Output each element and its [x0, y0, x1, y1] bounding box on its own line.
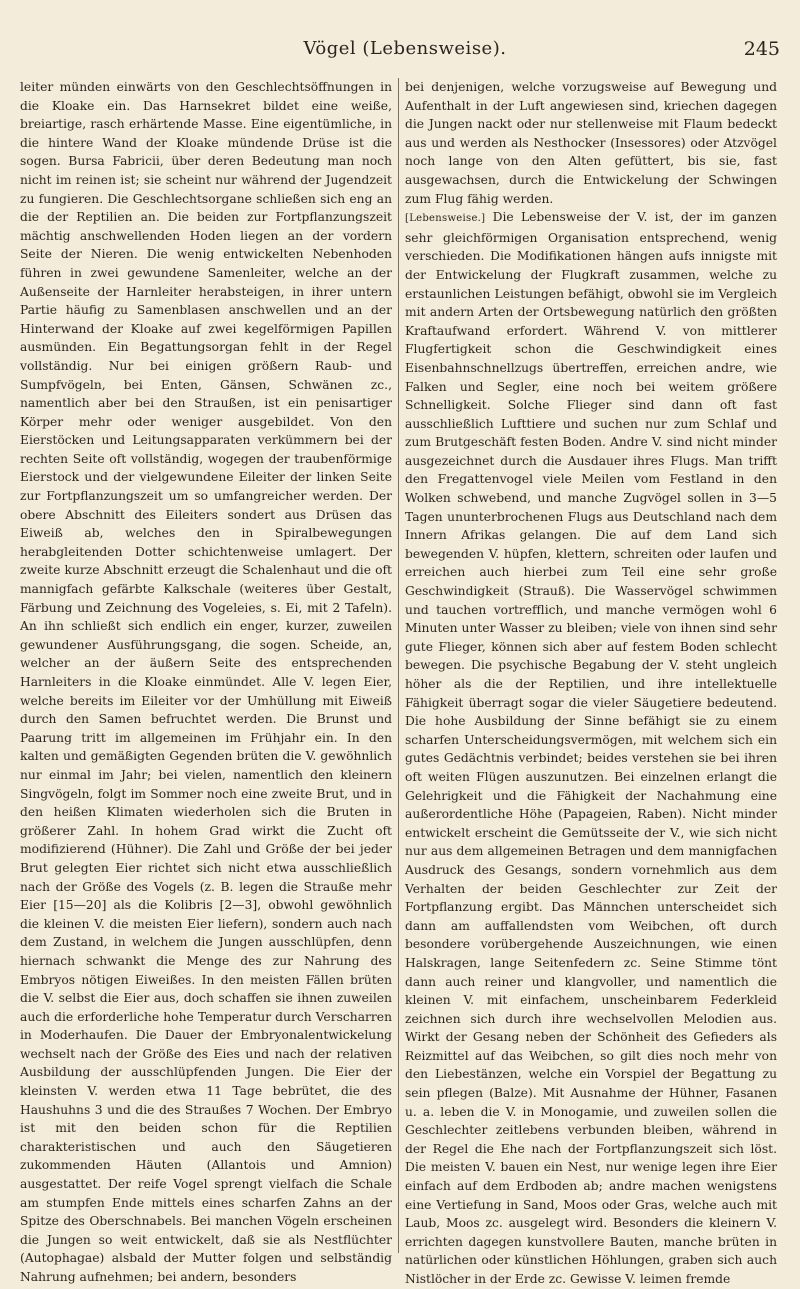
text-columns — [20, 78, 790, 1286]
right-column-text: Die Lebensweise der V. ist, der im ganzen sehr gleichförmigen Organisation entsprechend, wenig verschieden. Die Modifikationen hängen aufs innigste mit der Entwickelung der Flugkraft zusammen, welche zu erstaunlichen Leistungen befähigt, obwohl sie im Vergleich mit andern Arten der Ortsbewegung natürlich den größten Kraftaufwand erfordert. Während V. von mittlerer Flugfertigkeit schon die Geschwindigkeit eines Eisenbahnschnellzugs übertreffen, erreichen andre, wie Falken und Segler, eine noch bei weitem größere Schnelligkeit. Solche Flieger sind dann oft fast ausschließlich Lufttiere und suchen nur zum Schlaf und zum Brutgeschäft festen Boden. Andre V. sind nicht minder ausgezeichnet durch die Ausdauer ihres Flugs. Man trifft den Fregattenvogel viele Meilen vom Festland in den Wolken schwebend, und manche Zugvögel sollen in 3—5 Tagen ununterbrochenen Flugs aus Deutschland nach dem Innern Afrikas gelangen. Die auf dem Land sich bewegenden V. hüpfen, klettern, schreiten oder laufen und erreichen auch hierbei zum Teil eine sehr große Geschwindigkeit (Strauß). Die Wasservögel schwimmen und tauchen vortrefflich, und manche vermögen wohl 6 Minuten unter Wasser zu bleiben; viele von ihnen sind sehr gute Flieger, können sich aber auf festem Boden schlecht bewegen. Die psychische Begabung der V. steht ungleich höher als die der Reptilien, und ihre intellektuelle Fähigkeit überragt sogar die vieler Säugetiere bedeutend. Die hohe Ausbildung der Sinne befähigt sie zu einem scharfen Unterscheidungsvermögen, mit welchem sich ein gutes Gedächtnis verbindet; beides verstehen sie bei ihren oft weiten Flügen auszunutzen. Bei einzelnen erlangt die Gelehrigkeit und die Fähigkeit der Nachahmung eine außerordentliche Höhe (Papageien, Raben). Nicht minder entwickelt erscheint die Gemütsseite der V., wie sich nicht nur aus dem allgemeinen Betragen und dem mannigfachen Ausdruck des Gesangs, sondern vornehmlich aus dem Verhalten der beiden Geschlechter zur Zeit der Fortpflanzung ergibt. Das Männchen unterscheidet sich dann am auffallendsten vom Weibchen, oft durch besondere vorübergehende Auszeichnungen, wie einen Halskragen, lange Seitenfedern zc. Seine Stimme tönt dann auch reiner und klangvoller, und namentlich die kleinen V. mit einfachem, unscheinbarem Federkleid zeichnen sich durch ihre wechselvollen Melodien aus. Wirkt der Gesang neben der Schönheit des Gefieders als Reizmittel auf das Weibchen, so gilt dies noch mehr von den Liebestänzen, welche ein Vorspiel der Begattung zu sein pflegen (Balze). Mit Ausnahme der Hühner, Fasanen u. a. leben die V. in Monogamie, und zuweilen sollen die Geschlechter zeitlebens verbunden bleiben, während in der Regel die Ehe nach der Fortpflanzungszeit sich löst. Die meisten V. bauen ein Nest, nur wenige legen ihre Eier einfach auf dem Erdboden ab; andre machen wenigstens eine Vertiefung in Sand, Moos oder Gras, welche auch mit Laub, Moos zc. ausgelegt wird. Besonders die kleinern V. errichten dagegen kunstvollere Bauten, manche brüten in natürlichen oder künstlichen Höhlungen, graben sich auch Nistlöcher in der Erde zc. Gewisse V. leimen fremde — [405, 210, 777, 1286]
column-divider — [398, 78, 399, 1253]
page-header — [20, 38, 790, 68]
right-column — [405, 78, 777, 1289]
right-column-section — [405, 208, 777, 1288]
running-title: Vögel (Lebensweise). — [303, 38, 507, 59]
right-column-intro: bei denjenigen, welche vorzugsweise auf Bewegung und Aufenthalt in der Luft angewiesen sind, kriechen dagegen die Jungen nackt oder nur stellenweise mit Flaum bedeckt aus und werden als Nesthocker (Insessores) oder Atzvögel noch lange von den Alten gefüttert, bis sie, fast ausgewachsen, durch die Entwickelung der Schwingen zum Flug fähig werden. — [405, 80, 777, 206]
left-column-text: leiter münden einwärts von den Geschlechtsöffnungen in die Kloake ein. Das Harnsekret bildet eine weiße, breiartige, rasch erhärtende Masse. Eine eigentümliche, in die hintere Wand der Kloake mündende Drüse ist die sogen. Bursa Fabricii, über deren Bedeutung man noch nicht im reinen ist; sie scheint nur während der Jugendzeit zu fungieren. Die Geschlechtsorgane schließen sich eng an die der Reptilien an. Die beiden zur Fortpflanzungszeit mächtig anschwellenden Hoden liegen an der vordern Seite der Nieren. Die wenig entwickelten Nebenhoden führen in zwei gewundene Samenleiter, welche an der Außenseite der Harnleiter herabsteigen, in ihrer untern Partie häufig zu Samenblasen anschwellen und an der Hinterwand der Kloake auf zwei kegelförmigen Papillen ausmünden. Ein Begattungsorgan fehlt in der Regel vollständig. Nur bei einigen größern Raub- und Sumpfvögeln, bei Enten, Gänsen, Schwänen zc., namentlich aber bei den Straußen, ist ein penisartiger Körper mehr oder weniger ausgebildet. Von den Eierstöcken und Leitungsapparaten verkümmern bei der rechten Seite oft vollständig, wogegen der traubenförmige Eierstock und der vielgewundene Eileiter der linken Seite zur Fortpflanzungszeit um so umfangreicher werden. Der obere Abschnitt des Eileiters sondert aus Drüsen das Eiweiß ab, welches den in Spiralbewegungen herabgleitenden Dotter schichtenweise umlagert. Der zweite kurze Abschnitt erzeugt die Schalenhaut und die oft mannigfach gefärbte Kalkschale (weiteres über Gestalt, Färbung und Zeichnung des Vogeleies, s. Ei, mit 2 Tafeln). An ihn schließt sich endlich ein enger, kurzer, zuweilen gewundener Ausführungsgang, die sogen. Scheide, an, welcher an der äußern Seite des entsprechenden Harnleiters in die Kloake einmündet. Alle V. legen Eier, welche bereits im Eileiter vor der Umhüllung mit Eiweiß durch den Samen befruchtet werden. Die Brunst und Paarung tritt im allgemeinen im Frühjahr ein. In den kalten und gemäßigten Gegenden brüten die V. gewöhnlich nur einmal im Jahr; bei vielen, namentlich den kleinern Singvögeln, folgt im Sommer noch eine zweite Brut, und in den heißen Klimaten wiederholen sich die Bruten in größerer Zahl. In hohem Grad wirkt die Zucht oft modifizierend (Hühner). Die Zahl und Größe der bei jeder Brut gelegten Eier richtet sich nicht etwa ausschließlich nach der Größe des Vogels (z. B. legen die Strauße mehr Eier [15—20] als die Kolibris [2—3], obwohl gewöhnlich die kleinen V. die meisten Eier liefern), sondern auch nach dem Zustand, in welchem die Jungen ausschlüpfen, denn hiernach schwankt die Menge des zur Nahrung des Embryos nötigen Eiweißes. In den meisten Fällen brüten die V. selbst die Eier aus, doch schaffen sie ihnen zuweilen auch die erforderliche hohe Temperatur durch Verscharren in Moderhaufen. Die Dauer der Embryonalentwickelung wechselt nach der Größe des Eies und nach der relativen Ausbildung der ausschlüpfenden Jungen. Die Eier der kleinsten V. werden etwa 11 Tage bebrütet, die des Haushuhns 3 und die des Straußes 7 Wochen. Der Embryo ist mit den beiden schon für die Reptilien charakteristischen und auch den Säugetieren zukommenden Häuten (Allantois und Amnion) ausgestattet. Der reife Vogel sprengt vielfach die Schale am stumpfen Ende mittels eines scharfen Zahns an der Spitze des Oberschnabels. Bei manchen Vögeln erscheinen die Jungen so weit entwickelt, daß sie als Nestflüchter (Autophagae) alsbald der Mutter folgen und selbständig Nahrung aufnehmen; bei andern, besonders — [20, 80, 392, 1284]
section-label: [Lebensweise.] — [405, 213, 486, 225]
left-column — [20, 78, 392, 1287]
page-number: 245 — [743, 38, 780, 60]
